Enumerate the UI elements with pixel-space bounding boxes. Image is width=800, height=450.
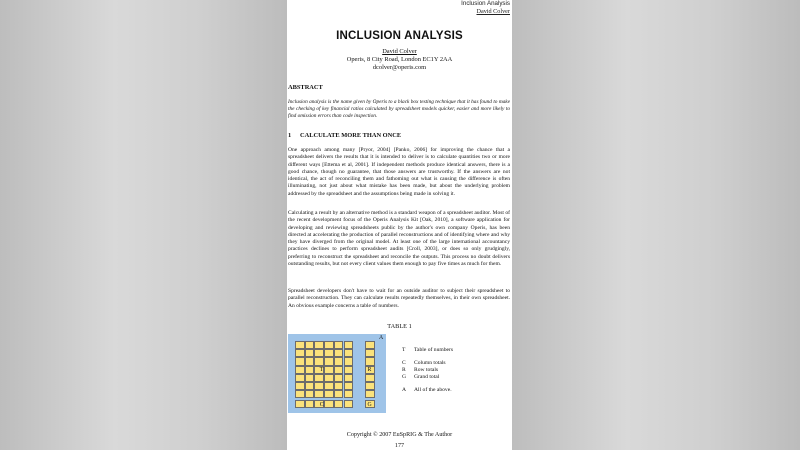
legend-item [402, 387, 502, 394]
author-email: dcolver@operis.com [372, 64, 427, 71]
viewer-background-left [0, 0, 287, 450]
table-cell [324, 374, 334, 382]
table-cell [295, 341, 305, 349]
section-title: CALCULATE MORE THAN ONCE [300, 132, 402, 139]
table-cell [334, 382, 344, 390]
table-caption: TABLE 1 [387, 323, 412, 330]
table-cell [305, 390, 315, 398]
table-cell [305, 366, 315, 374]
running-title: Inclusion Analysis [461, 0, 510, 7]
table-cell [305, 357, 315, 365]
column-total-cell [324, 400, 334, 408]
table-cell [344, 366, 354, 374]
table-cell [305, 374, 315, 382]
table-cell [334, 341, 344, 349]
column-total-cell [334, 400, 344, 408]
table-cell [344, 374, 354, 382]
table-cell [314, 382, 324, 390]
abstract-heading: ABSTRACT [288, 84, 323, 91]
copyright-footer: Copyright © 2007 EuSpRIG & The Author [346, 432, 453, 438]
legend-key: T [402, 347, 406, 353]
table-legend [402, 347, 502, 393]
legend-key: R [402, 366, 406, 373]
table-cell [314, 341, 324, 349]
row-total-cell [365, 349, 375, 357]
legend-key: G [402, 373, 407, 380]
table-cell [324, 357, 334, 365]
legend-text: All of the above. [414, 386, 452, 393]
diagram-label-row: R [367, 366, 372, 373]
row-total-cell [365, 382, 375, 390]
legend-text: Row totals [414, 366, 439, 373]
table-cell [295, 390, 305, 398]
paper-title: INCLUSION ANALYSIS [336, 30, 463, 42]
table-cell [295, 374, 305, 382]
legend-item [402, 374, 502, 381]
author-name: David Colver [382, 48, 417, 55]
legend-key: A [402, 386, 407, 393]
diagram-label-table: T [319, 366, 324, 373]
row-total-cell [365, 341, 375, 349]
row-total-cell [365, 390, 375, 398]
legend-text: Table of numbers [414, 347, 454, 353]
table-cell [334, 349, 344, 357]
table-cell [334, 357, 344, 365]
table-cell [344, 382, 354, 390]
author-address: Operis, 8 City Road, London EC1Y 2AA [346, 56, 453, 63]
diagram-label-grand: G [367, 401, 372, 408]
table-cell [314, 357, 324, 365]
paragraph-1: One approach among many [Pryor, 2004] [Panko, 2006] for improving the chance that a spreadsheet delivers the results that it is intended to deliver is to calculate quantities two or more different ways [Ettema et al, 2001]. If independent methods produce identical answers, there is a good chance, though no guarantee, that those answers are trustworthy. If the answers are not identical, the act of reconciling them and fathoming out what is causing the difference is often illuminating, not just about what mistake has been made, but about the underlying problem addressed by the spreadsheet and the assumptions being made in solving it. [288, 147, 510, 197]
legend-item [402, 347, 502, 354]
table-cell [314, 390, 324, 398]
legend-text: Column totals [414, 359, 446, 366]
legend-text: Grand total [414, 373, 440, 380]
table-cell [344, 341, 354, 349]
running-author: David Colver [476, 8, 510, 15]
table-cell [344, 349, 354, 357]
viewer-background-right [512, 0, 800, 450]
section-number: 1 [288, 132, 292, 139]
table-cell [344, 390, 354, 398]
table-cell [295, 366, 305, 374]
legend-key: C [402, 359, 406, 366]
column-total-cell [305, 400, 315, 408]
column-total-cell [344, 400, 354, 408]
table-cell [324, 382, 334, 390]
table-cell [295, 349, 305, 357]
row-total-cell [365, 374, 375, 382]
table-cell [334, 390, 344, 398]
row-total-cell [365, 357, 375, 365]
legend-item [402, 360, 502, 367]
table-cell [344, 357, 354, 365]
section-heading [288, 132, 401, 139]
document-page [287, 0, 512, 450]
table-cell [314, 349, 324, 357]
table-cell [334, 366, 344, 374]
running-header [461, 0, 510, 16]
table-cell [324, 349, 334, 357]
table-diagram [288, 334, 386, 413]
author-block [287, 48, 512, 72]
table-cell [305, 341, 315, 349]
diagram-label-column: C [319, 401, 324, 408]
paragraph-3: Spreadsheet developers don't have to wait for an outside auditor to subject their spreadsheet to parallel reconstruction. They can calculate results repeatedly themselves, in their own spreadsheet. An obvious example concerns a table of numbers. [288, 288, 510, 309]
table-cell [324, 341, 334, 349]
diagram-label-all: A [379, 335, 384, 341]
table-cell [305, 382, 315, 390]
column-total-cell [295, 400, 305, 408]
table-cell [324, 390, 334, 398]
table-cell [334, 374, 344, 382]
legend-item [402, 367, 502, 374]
table-cell [295, 357, 305, 365]
table-cell [295, 382, 305, 390]
table-cell [324, 366, 334, 374]
paragraph-2: Calculating a result by an alternative method is a standard weapon of a spreadsheet auditor. Most of the recent development focus of the Operis Analysis Kit [Oak, 2010], a software application for developing and reviewing spreadsheets public by the author's own company Operis, has been directed at accelerating the production of parallel reconstructions and of identifying where and why they have diverged from the original model. At least one of the large international accountancy practices declines to perform spreadsheet audits [Croll, 2003], or does so only grudgingly, preferring to reconstruct the spreadsheet and reconcile the outputs. This process no doubt delivers outstanding results, but not every client values them enough to pay five times as much for them. [288, 210, 510, 267]
table-cell [314, 374, 324, 382]
abstract-text: Inclusion analysis is the name given by Operis to a black box testing technique that it has found to make the checking of key financial ratios calculated by spreadsheet models quicker, easier and more likely to find omission errors than code inspection. [288, 99, 510, 119]
page-number: 177 [394, 443, 405, 449]
table-cell [305, 349, 315, 357]
